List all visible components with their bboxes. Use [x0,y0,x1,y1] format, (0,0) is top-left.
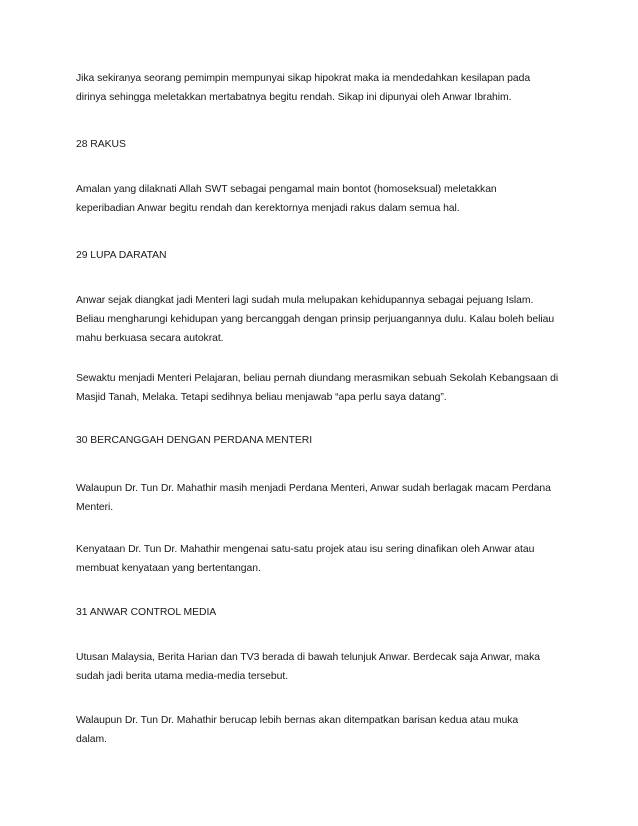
paragraph-line: Amalan yang dilaknati Allah SWT sebagai pengamal main bontot (homoseksual) meletakkan [76,184,497,195]
paragraph-line: Beliau mengharungi kehidupan yang bercanggah dengan prinsip perjuangannya dulu. Kalau boleh beliau [76,314,555,325]
paragraph-line: Walaupun Dr. Tun Dr. Mahathir masih menjadi Perdana Menteri, Anwar sudah berlagak macam Perdana [76,483,551,494]
paragraph-kenyataan [76,540,570,578]
section-heading-30 [76,431,570,450]
paragraph-lupa-daratan [76,291,570,348]
paragraph-berlagak [76,479,570,517]
paragraph-line: dalam. [76,734,107,745]
section-heading-29 [76,246,570,265]
paragraph-line: sudah jadi berita utama media-media tersebut. [76,671,289,682]
paragraph-menteri-pelajaran [76,369,570,407]
paragraph-line: Walaupun Dr. Tun Dr. Mahathir berucap lebih bernas akan ditempatkan barisan kedua atau muka [76,715,519,726]
paragraph-line: Anwar sejak diangkat jadi Menteri lagi sudah mula melupakan kehidupannya sebagai pejuang Islam. [76,295,534,306]
paragraph-line: Masjid Tanah, Melaka. Tetapi sedihnya beliau menjawab “apa perlu saya datang”. [76,392,447,403]
paragraph-line: dirinya sehingga meletakkan mertabatnya begitu rendah. Sikap ini dipunyai oleh Anwar Ibrahim. [76,92,512,103]
heading-text: 30 BERCANGGAH DENGAN PERDANA MENTERI [76,435,313,446]
paragraph-line: keperibadian Anwar begitu rendah dan kerektornya menjadi rakus dalam semua hal. [76,203,460,214]
paragraph-barisan-kedua [76,711,570,749]
paragraph-line: Utusan Malaysia, Berita Harian dan TV3 berada di bawah telunjuk Anwar. Berdecak saja Anwar, maka [76,652,541,663]
heading-text: 29 LUPA DARATAN [76,250,167,261]
heading-text: 28 RAKUS [76,139,126,150]
paragraph-line: Kenyataan Dr. Tun Dr. Mahathir mengenai satu-satu projek atau isu sering dinafikan oleh Anwar atau [76,544,535,555]
section-heading-31 [76,603,570,622]
paragraph-line: membuat kenyataan yang bertentangan. [76,563,261,574]
paragraph-line: Jika sekiranya seorang pemimpin mempunyai sikap hipokrat maka ia mendedahkan kesilapan pada [76,73,531,84]
paragraph-line: mahu berkuasa secara autokrat. [76,333,224,344]
paragraph-hipokrat [76,69,570,107]
paragraph-media [76,648,570,686]
section-heading-28 [76,135,570,154]
paragraph-line: Sewaktu menjadi Menteri Pelajaran, beliau pernah diundang merasmikan sebuah Sekolah Kebangsaan di [76,373,559,384]
paragraph-line: Menteri. [76,502,114,513]
heading-text: 31 ANWAR CONTROL MEDIA [76,607,217,618]
paragraph-rakus [76,180,570,218]
